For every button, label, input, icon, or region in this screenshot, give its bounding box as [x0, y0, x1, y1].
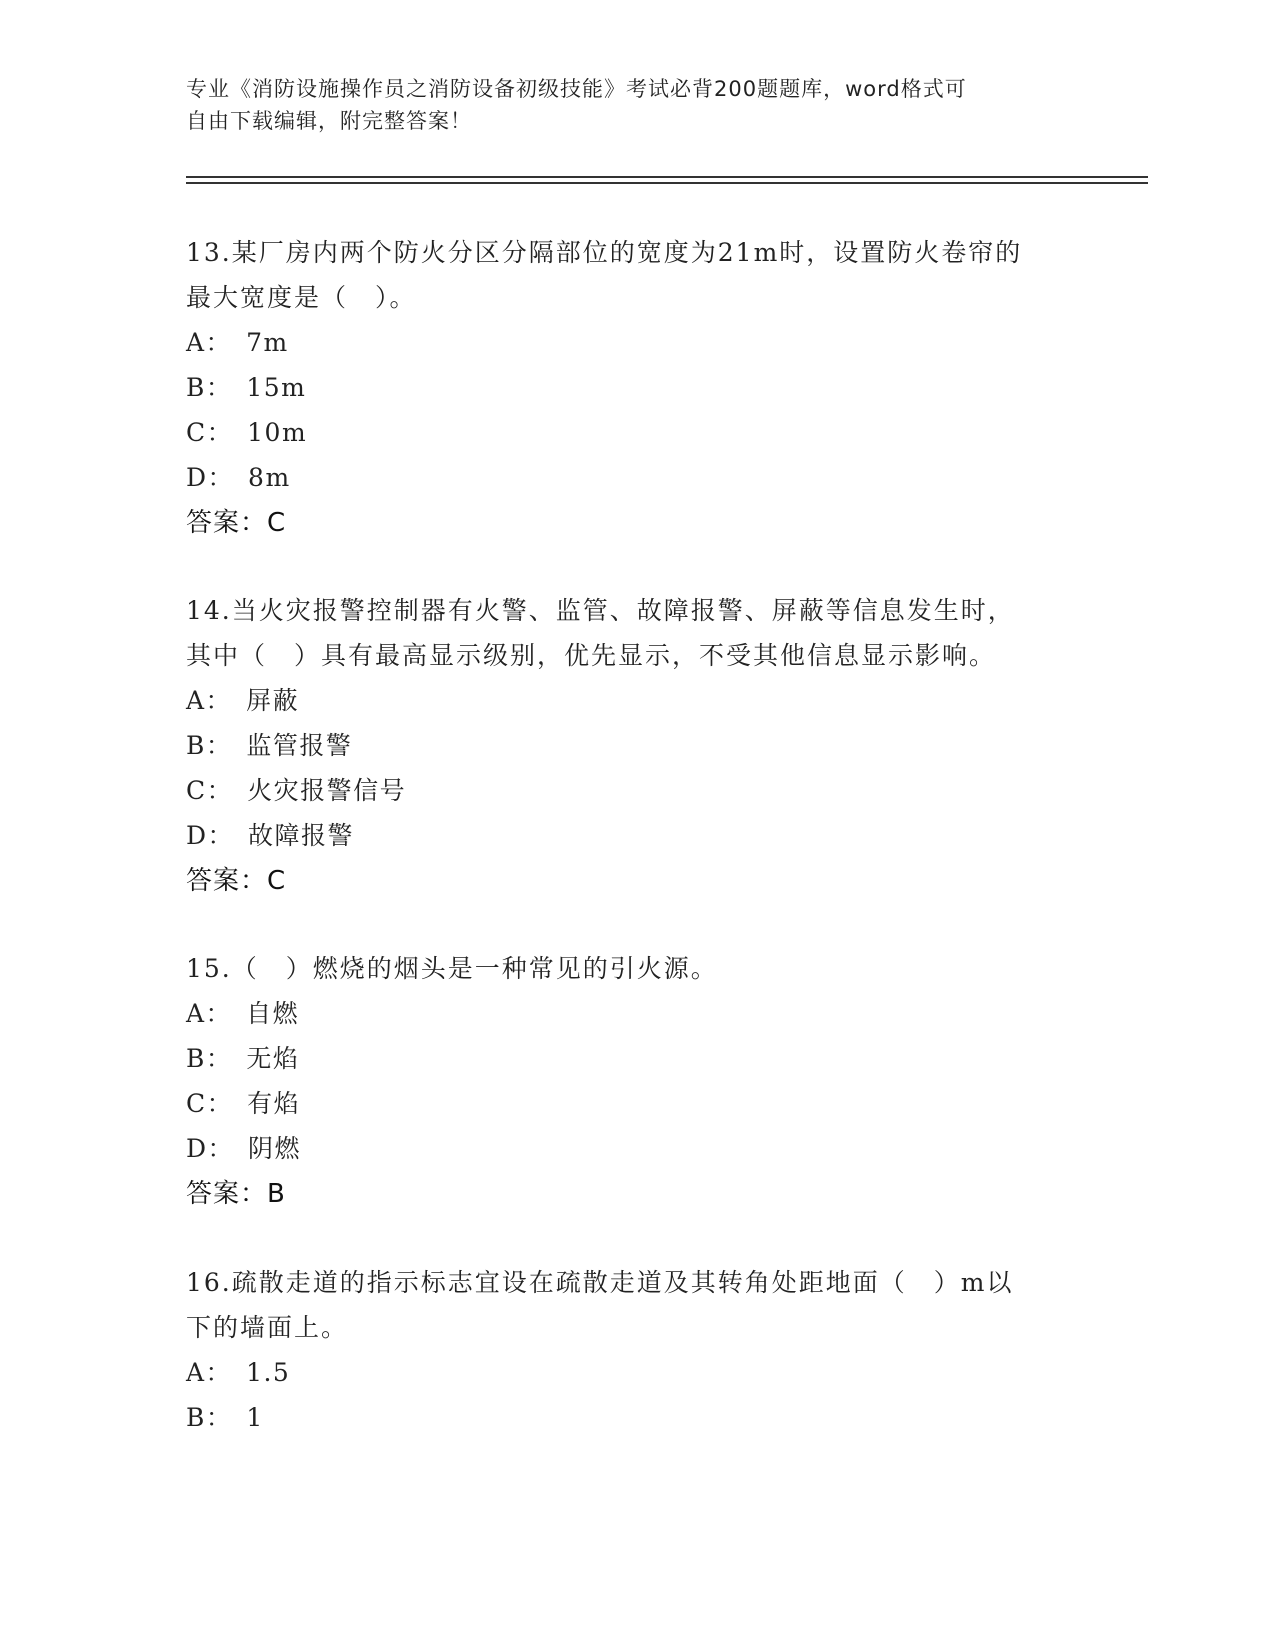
- question-stem-line: 下的墙面上。: [186, 1313, 349, 1342]
- answer-line: 答案：C: [186, 866, 287, 896]
- option-d: [186, 813, 1086, 858]
- option-text: 8m: [248, 463, 291, 492]
- question-stem-line: 最大宽度是（ ）。: [186, 283, 417, 312]
- question-stem-line: 其中（ ）具有最高显示级别，优先显示，不受其他信息显示影响。: [186, 641, 997, 670]
- option-key: C：: [186, 776, 234, 805]
- option-key: A：: [186, 999, 233, 1028]
- question-stem: [186, 1260, 1086, 1350]
- option-text: 监管报警: [246, 731, 353, 760]
- option-text: 自燃: [246, 999, 300, 1028]
- question-stem: [186, 946, 1086, 991]
- question-15: [186, 946, 1086, 1217]
- document-header: [186, 73, 1066, 137]
- option-text: 1.5: [246, 1358, 291, 1387]
- header-title-line-2: 自由下载编辑，附完整答案！: [186, 109, 472, 133]
- option-c: [186, 768, 1086, 813]
- option-text: 火灾报警信号: [247, 776, 407, 805]
- option-text: 阴燃: [248, 1134, 302, 1163]
- option-text: 无焰: [246, 1044, 300, 1073]
- option-key: B：: [186, 373, 233, 402]
- option-key: D：: [186, 821, 235, 850]
- option-key: B：: [186, 731, 233, 760]
- option-b: [186, 723, 1086, 768]
- question-14: [186, 588, 1086, 904]
- option-a: [186, 320, 1086, 365]
- question-13: [186, 230, 1086, 546]
- question-stem-line: 16.疏散走道的指示标志宜设在疏散走道及其转角处距地面（ ）m以: [186, 1268, 1014, 1297]
- question-stem: [186, 588, 1086, 678]
- question-stem: [186, 230, 1086, 320]
- header-divider-bottom: [186, 182, 1148, 184]
- question-16: [186, 1260, 1086, 1440]
- option-c: [186, 410, 1086, 455]
- question-stem-line: 15.（ ）燃烧的烟头是一种常见的引火源。: [186, 954, 718, 983]
- option-a: [186, 1350, 1086, 1395]
- option-text: 1: [246, 1403, 264, 1432]
- option-c: [186, 1081, 1086, 1126]
- option-key: B：: [186, 1044, 233, 1073]
- option-text: 10m: [247, 418, 308, 447]
- answer-line: 答案：C: [186, 508, 287, 538]
- header-divider-top: [186, 176, 1148, 178]
- option-text: 屏蔽: [246, 686, 300, 715]
- option-key: D：: [186, 463, 235, 492]
- option-text: 7m: [246, 328, 289, 357]
- option-text: 故障报警: [248, 821, 355, 850]
- option-key: B：: [186, 1403, 233, 1432]
- option-a: [186, 991, 1086, 1036]
- question-stem-line: 14.当火灾报警控制器有火警、监管、故障报警、屏蔽等信息发生时，: [186, 596, 1015, 625]
- option-b: [186, 1395, 1086, 1440]
- option-key: A：: [186, 686, 233, 715]
- option-text: 15m: [246, 373, 307, 402]
- option-d: [186, 455, 1086, 500]
- option-a: [186, 678, 1086, 723]
- option-key: A：: [186, 1358, 233, 1387]
- option-key: A：: [186, 328, 233, 357]
- option-key: D：: [186, 1134, 235, 1163]
- question-stem-line: 13.某厂房内两个防火分区分隔部位的宽度为21m时，设置防火卷帘的: [186, 238, 1023, 267]
- option-key: C：: [186, 1089, 234, 1118]
- option-d: [186, 1126, 1086, 1171]
- header-title-line-1: 专业《消防设施操作员之消防设备初级技能》考试必背200题题库，word格式可: [186, 77, 967, 101]
- option-key: C：: [186, 418, 234, 447]
- option-b: [186, 1036, 1086, 1081]
- option-b: [186, 365, 1086, 410]
- answer-line: 答案：B: [186, 1179, 286, 1209]
- option-text: 有焰: [247, 1089, 301, 1118]
